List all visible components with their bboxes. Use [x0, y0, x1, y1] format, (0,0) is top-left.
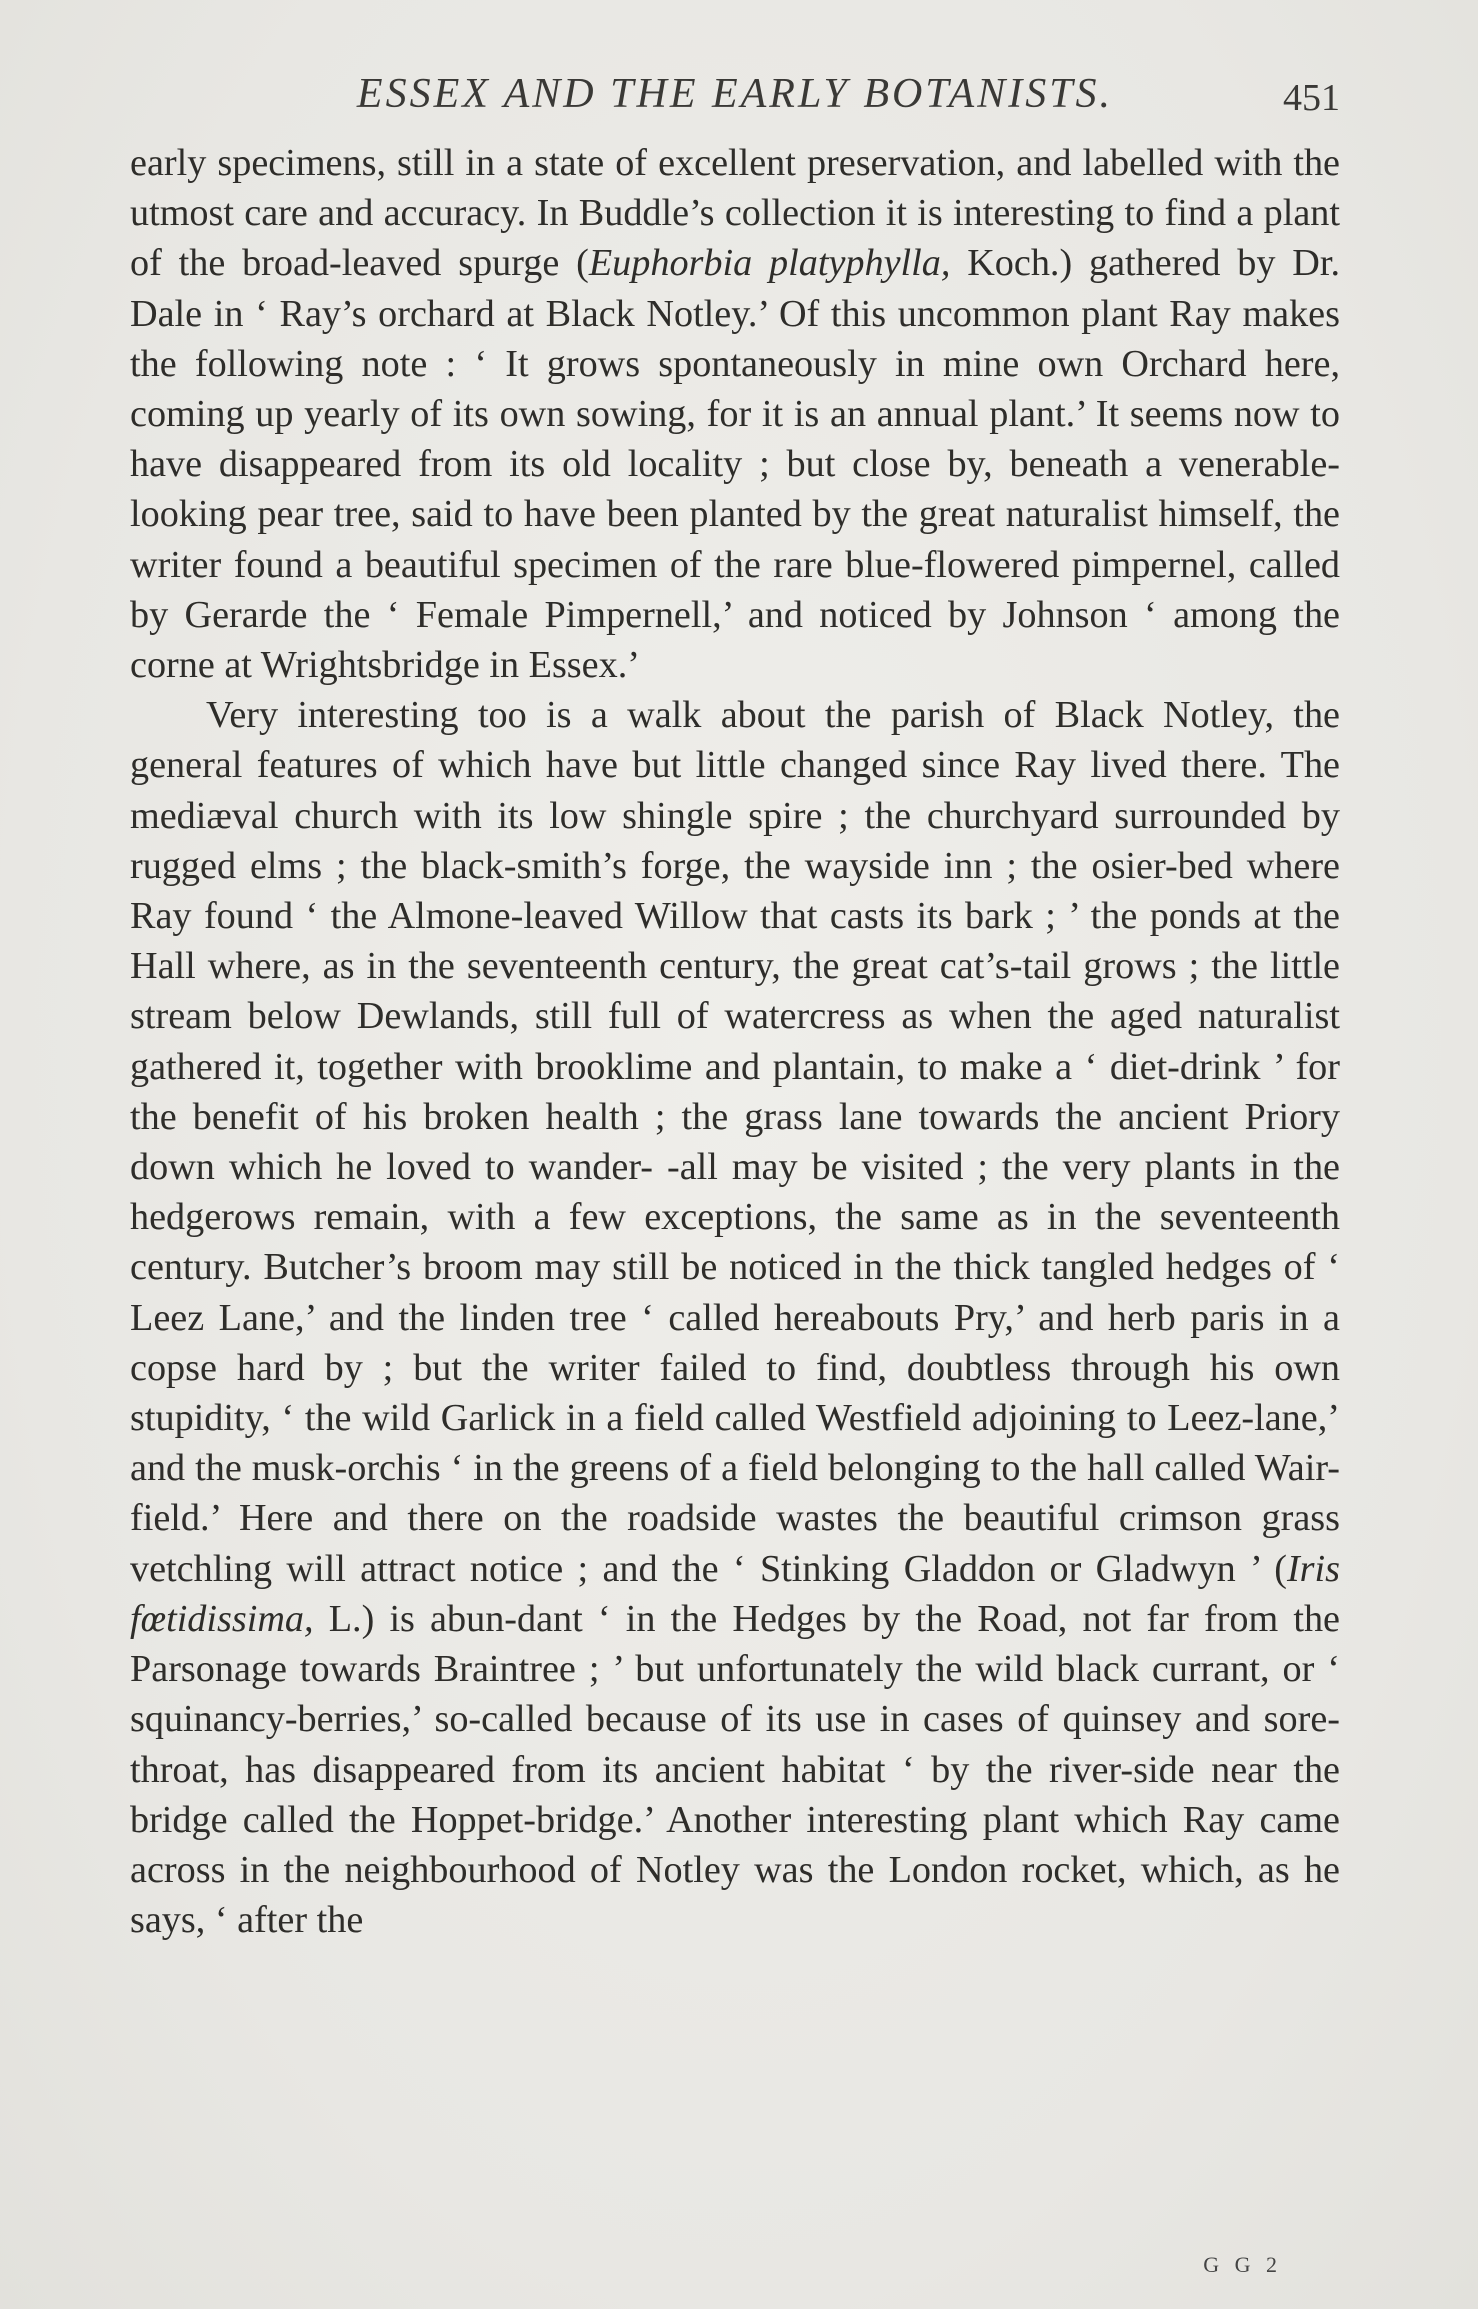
text-segment: Very interesting too is a walk about the parish of Black Notley, the general features of which have but little changed since Ray lived there. The mediæval church with its low shingle spire ; the churchyard surrounded by rugged elms ; the black-smith’s forge, the wayside inn ; the osier-bed where Ray found ‘ the Almone-leaved Willow that casts its bark ; ’ the ponds at the Hall where, as in the seventeenth century, the great cat’s-tail grows ; the little stream below Dewlands, still full of watercress as when the aged naturalist gathered it, together with brooklime and plantain, to make a ‘ diet-drink ’ for the benefit of his broken health ; the grass lane towards the ancient Priory down which he loved to wander- -all may be visited ; the very plants in the hedgerows remain, with a few exceptions, the same as in the seventeenth century. Butcher’s broom may still be noticed in the thick tangled hedges of ‘ Leez Lane,’ and the linden tree ‘ called hereabouts Pry,’ and herb paris in a copse hard by ; but the writer failed to find, doubtless through his own stupidity, ‘ the wild Garlick in a field called Westfield adjoining to Leez-lane,’ and the musk-orchis ‘ in the greens of a field belonging to the hall called Wair-field.’ Here and there on the roadside wastes the beautiful crimson grass vetchling will attract notice ; and the ‘ Stinking Gladdon or Gladwyn ’ (	[130, 694, 1340, 1590]
italic-species-name: Euphorbia platyphylla,	[588, 242, 951, 285]
text-segment: Koch.) gathered by Dr. Dale in ‘ Ray’s orchard at Black Notley.’ Of this uncommon plant Ray makes the following note : ‘ It grows spontaneously in mine own Orchard here, coming up yearly of its own sowing, for it is an annual plant.’ It seems now to have disappeared from its old locality ; but close by, beneath a venerable-looking pear tree, said to have been planted by the great naturalist himself, the writer found a beautiful specimen of the rare blue-flowered pimpernel, called by Gerarde the ‘ Female Pimpernell,’ and noticed by Johnson ‘ among the corne at Wrightsbridge in Essex.’	[130, 242, 1340, 687]
signature-mark: G G 2	[1203, 2252, 1282, 2277]
italic-species-name: Iris fœtidissima,	[130, 1547, 1340, 1640]
body-text	[130, 138, 1340, 1945]
paragraph-2	[130, 690, 1340, 1945]
text-segment: L.) is abun-dant ‘ in the Hedges by the Road, not far from the Parsonage towards Braintree ; ’ but unfortunately the wild black currant, or ‘ squinancy-berries,’ so-called because of its use in cases of quinsey and sore-throat, has disappeared from its ancient habitat ‘ by the river-side near the bridge called the Hoppet-bridge.’ Another interesting plant which Ray came across in the neighbourhood of Notley was the London rocket, which, as he says, ‘ after the	[130, 1597, 1340, 1942]
page-header	[130, 70, 1340, 130]
running-title: ESSEX AND THE EARLY BOTANISTS.	[356, 71, 1114, 117]
text-segment: early specimens, still in a state of excellent preservation, and labelled with the utmost care and accuracy. In Buddle’s collection it is interesting to find a plant of the broad-leaved spurge (	[130, 142, 1340, 285]
page-number: 451	[1283, 77, 1340, 119]
paragraph-1	[130, 138, 1340, 690]
